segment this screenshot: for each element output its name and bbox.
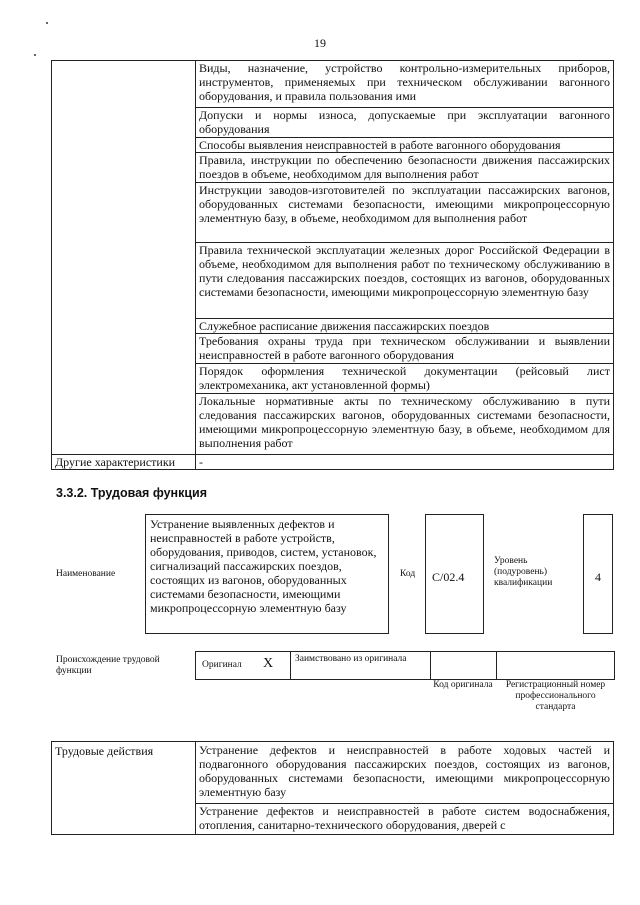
- code-label: Код: [400, 569, 416, 579]
- table-row: [52, 742, 614, 804]
- action-cell: Устранение дефектов и неисправностей в работе систем водоснабжения, отопления, санитарно-технического оборудования, дверей с: [196, 804, 614, 835]
- other-characteristics-value: -: [196, 455, 614, 470]
- knowledge-cell: Виды, назначение, устройство контрольно-измерительных приборов, инструментов, применяемых при техническом обслуживании вагонного оборудования, и правила пользования ими: [196, 61, 614, 108]
- knowledge-cell: Требования охраны труда при техническом обслуживании и выявлении неисправностей в работе вагонного оборудования: [196, 334, 614, 364]
- origin-label: Происхождение трудовой функции: [56, 655, 160, 676]
- divider: [290, 652, 291, 679]
- knowledge-cell: Порядок оформления технической документации (рейсовый лист электромеханика, акт установленной формы): [196, 364, 614, 394]
- knowledge-cell: Правила технической эксплуатации железных дорог Российской Федерации в объеме, необходимом для выполнения работ по техническому обслуживанию в пути следования пассажирских поездов, состоящих из вагонов, оборудованных системами безопасности, имеющими микропроцессорную элементную базу: [196, 243, 614, 319]
- table-row: [52, 455, 614, 470]
- page-number: 19: [314, 36, 326, 50]
- original-label: Оригинал: [202, 660, 242, 670]
- knowledge-cell: Способы выявления неисправностей в работе вагонного оборудования: [196, 138, 614, 153]
- function-name-box: Устранение выявленных дефектов и неисправностей в работе устройств, оборудования, приводов, систем, установок, сигнализаций пассажирских поездов, состоящих из вагонов, оборудованных системами безопасности, имеющими микропроцессорную элементную базу: [145, 514, 389, 634]
- original-mark: X: [263, 656, 274, 671]
- actions-label: Трудовые действия: [52, 742, 196, 835]
- table-row: [52, 61, 614, 108]
- borrowed-label: Заимствовано из оригинала: [295, 654, 407, 664]
- actions-table: [51, 741, 614, 835]
- divider: [430, 652, 431, 679]
- knowledge-cell: Правила, инструкции по обеспечению безопасности движения пассажирских поездов в объеме, необходимом для выполнения работ: [196, 153, 614, 183]
- level-label: Уровень (подуровень) квалификации: [494, 556, 553, 588]
- reg-number-caption: Регистрационный номер профессионального стандарта: [505, 680, 606, 712]
- other-characteristics-label: Другие характеристики: [52, 455, 196, 470]
- knowledge-cell: Служебное расписание движения пассажирских поездов: [196, 319, 614, 334]
- origin-box: [195, 651, 615, 680]
- scan-speck: [34, 54, 36, 56]
- knowledge-cell: Локальные нормативные акты по техническому обслуживанию в пути следования пассажирских вагонов, оборудованных системами безопасности, имеющими микропроцессорную элементную базу, в объеме, необходимом для выполнения работ: [196, 394, 614, 455]
- scan-speck: [46, 22, 48, 24]
- function-code-box: C/02.4: [425, 514, 484, 634]
- knowledge-table: [51, 60, 614, 470]
- level-value-box: 4: [583, 514, 613, 634]
- label-cell-empty: [52, 61, 196, 455]
- code-original-caption: Код оригинала: [433, 680, 493, 690]
- knowledge-cell: Допуски и нормы износа, допускаемые при эксплуатации вагонного оборудования: [196, 108, 614, 138]
- divider: [496, 652, 497, 679]
- action-cell: Устранение дефектов и неисправностей в работе ходовых частей и подвагонного оборудования пассажирских поездов, состоящих из вагонов, оборудованных системами безопасности, имеющими микропроцессорную элементную базу: [196, 742, 614, 804]
- section-heading: 3.3.2. Трудовая функция: [56, 486, 208, 500]
- name-label: Наименование: [56, 569, 116, 579]
- knowledge-cell: Инструкции заводов-изготовителей по эксплуатации пассажирских вагонов, оборудованных системами безопасности, имеющими микропроцессорную элементную базу, в объеме, необходимом для выполнения работ: [196, 183, 614, 243]
